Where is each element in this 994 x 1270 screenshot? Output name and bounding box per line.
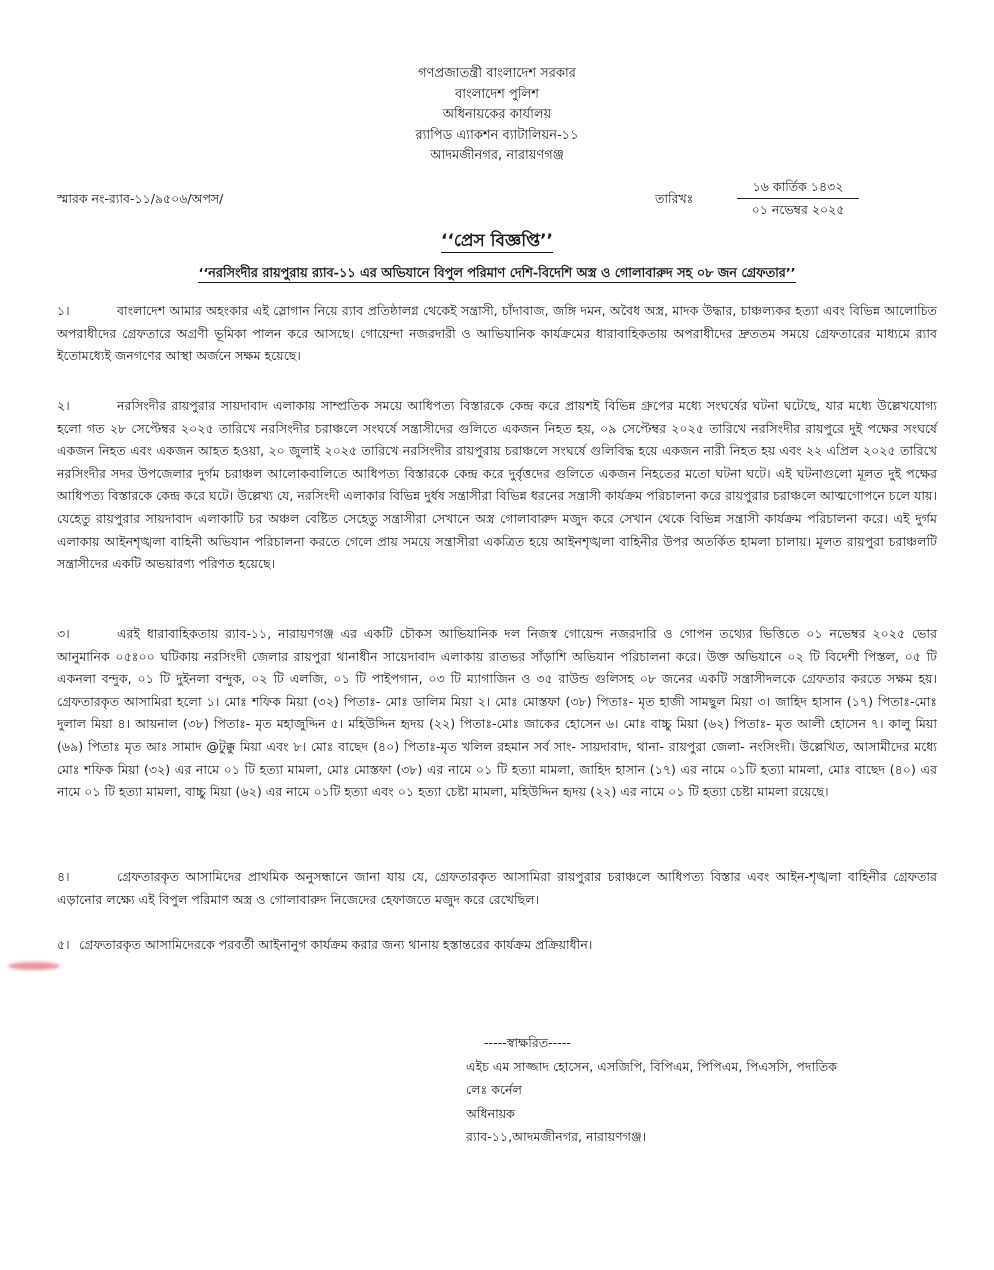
paragraph-1 (57, 300, 937, 368)
paragraph-text: নরসিংদীর রায়পুরার সায়দাবাদ এলাকায় সাম্প্রতিক সময়ে আধিপত্য বিস্তারকে কেন্দ্র করে প্রায়শই বিভিন্ন গ্রুপের মধ্যে সংঘর্ষের ঘটনা ঘটেছে, যার মধ্যে উল্লেখযোগ্য হলো গত ২৮ সেপ্টেম্বর ২০২৫ তারিখে নরসিংদীর চরাঞ্চলে সংঘর্ষে সন্ত্রাসীদের গুলিতে একজন নিহত হয়, ০৯ সেপ্টেম্বর ২০২৫ তারিখে নরসিংদীর রায়পুরে দুই পক্ষের সংঘর্ষে একজন নিহত এবং একজন আহত হওয়া, ২০ জুলাই ২০২৫ তারিখে নরসিংদীর রায়পুরায় চরাঞ্চলে সংঘর্ষে গুলিবিদ্ধ হয়ে একজন নারী নিহত হয় এবং ২২ এপ্রিল ২০২৫ তারিখে নরসিংদীর সদর উপজেলার দুর্গম চরাঞ্চল আলোকবালিতে আধিপত্য বিস্তারকে কেন্দ্র করে দুর্বৃত্তদের গুলিতে একজন নিহতের মতো ঘটনা ঘটে। এই ঘটনাগুলো মূলত দুই পক্ষের আধিপত্য বিস্তারকে কেন্দ্র করে ঘটে। উল্লেখ্য যে, নরসিংদী এলাকার বিভিন্ন দুর্ধষ সন্ত্রাসীরা বিভিন্ন ধরনের সন্ত্রাসী কার্যক্রম পরিচালনা করে রায়পুরার চরাঞ্চলে আত্মগোপনে চলে যায়। যেহেতু রায়পুরার সায়দাবাদ এলাকাটি চর অঞ্চল বেষ্টিত সেহেতু সন্ত্রাসীরা সেখানে অস্ত্র গোলাবারুদ মজুদ করে সেখান থেকে বিভিন্ন সন্ত্রাসী কার্যক্রম পরিচালনা করে। এই দুর্গম এলাকায় আইনশৃঙ্খলা বাহিনী অভিযান পরিচালনা করতে গেলে প্রায় সময়ে সন্ত্রাসীরা একত্রিত হয়ে আইনশৃঙ্খলা বাহিনীর উপর অতর্কিত হামলা চালায়। মূলত রায়পুরা চরাঞ্চলটি সন্ত্রাসীদের একটি অভয়ারণ্য পরিণত হয়েছে। (57, 398, 937, 572)
paragraph-number: ১। (57, 303, 70, 318)
date-block (737, 176, 859, 221)
press-title-text: ‘‘প্রেস বিজ্ঞপ্তি’’ (441, 231, 553, 251)
paragraph-text: বাংলাদেশ আমার অহংকার এই স্লোগান নিয়ে র‌্যাব প্রতিষ্ঠালগ্ন থেকেই সন্ত্রাসী, চাঁদাবাজ, জঙ্গি দমন, অবৈধ অস্ত্র, মাদক উদ্ধার, চাঞ্চল্যকর হত্যা এবং বিভিন্ন আলোচিত অপরাধীদের গ্রেফতারে অগ্রণী ভূমিকা পালন করে আসছে। গোয়েন্দা নজরদারী ও আভিযানিক কার্যক্রমের ধারাবাহিকতায় অপরাধীদের দ্রুততম সময়ে গ্রেফতারের মাধ্যমে র‌্যাব ইতোমধ্যেই জনগণের আস্থা অর্জনে সক্ষম হয়েছে। (57, 303, 937, 364)
paragraph-5 (57, 934, 937, 957)
headline-text: ‘‘নরসিংদীর রায়পুরায় র‌্যাব-১১ এর অভিযানে বিপুল পরিমাণ দেশি-বিদেশি অস্ত্র ও গোলাবারুদ সহ ০৮ জন গ্রেফতার’’ (198, 266, 796, 281)
letterhead-battalion: র‌্যাপিড এ্যাকশন ব্যাটালিয়ন-১১ (415, 127, 579, 143)
letterhead-government: গণপ্রজাতন্ত্রী বাংলাদেশ সরকার (418, 66, 576, 81)
paragraph-2 (57, 395, 937, 576)
paragraph-number: ৩। (57, 626, 70, 641)
date-gregorian: ০১ নভেম্বর ২০২৫ (751, 202, 845, 217)
headline (0, 264, 994, 285)
press-title (0, 228, 994, 256)
signatory-name: এইচ এম সাজ্জাদ হোসেন, এসজিপি, বিপিএম, পিপিএম, পিএসসি, পদাতিক (466, 1058, 838, 1074)
signatory-designation: অধিনায়ক (466, 1105, 515, 1121)
signatory-office: র‌্যাব-১১,আদমজীনগর, নারায়ণগঞ্জ। (466, 1129, 647, 1145)
letterhead-location: আদমজীনগর, নারায়ণগঞ্জ (430, 148, 564, 163)
paragraph-4 (57, 866, 937, 911)
date-label: তারিখঃ (655, 191, 694, 206)
letterhead-office: অধিনায়কের কার্যালয় (442, 107, 552, 122)
letterhead (0, 64, 994, 167)
letterhead-police: বাংলাদেশ পুলিশ (455, 86, 539, 102)
paragraph-number: ২। (57, 398, 70, 413)
paragraph-text: এরই ধারাবাহিকতায় র‌্যাব-১১, নারায়ণগঞ্জ এর একটি চৌকস আভিযানিক দল নিজস্ব গোয়েন্দ নজরদারি ও গোপন তথ্যের ভিত্তিতে ০১ নভেম্বর ২০২৫ ভোর আনুমানিক ০৫ঃ০০ ঘটিকায় নরসিংদী জেলার রায়পুরা থানাধীন সায়েদাবাদ এলাকায় রাতভর সাঁড়াশি অভিযান পরিচালনা করে। উক্ত অভিযানে ০২ টি বিদেশী পিস্তল, ০৫ টি একনলা বন্দুক, ০১ টি দুইনলা বন্দুক, ০২ টি এলজি, ০১ টি পাইপগান, ০৩ টি ম্যাগাজিন ও ৩৫ রাউন্ড গুলিসহ ০৮ জনের একটি সন্ত্রাসীদলকে গ্রেফতার করতে সক্ষম হয়। গ্রেফতারকৃত আসামিরা হলো ১। মোঃ শফিক মিয়া (৩২) পিতাঃ- মোঃ ডালিম মিয়া ২। মোঃ মোস্তফা (৩৮) পিতাঃ- মৃত হাজী সামছুল মিয়া ৩। জাহিদ হাসান (১৭) পিতাঃ-মোঃ দুলাল মিয়া ৪। আয়নাল (৩৮) পিতাঃ- মৃত মহাজুদ্দিন ৫। মহিউদ্দিন হৃদয় (২২) পিতাঃ-মোঃ জাকের হোসেন ৬। মোঃ বাচ্চু মিয়া (৬২) পিতাঃ- মৃত আলী হোসেন ৭। কালু মিয়া (৬৯) পিতাঃ মৃত আঃ সামাদ @টুক্কু মিয়া এবং ৮। মোঃ বাছেদ (৪০) পিতাঃ-মৃত খলিল রহমান সর্ব সাং- সায়দাবাদ, থানা- রায়পুরা জেলা- নংসিংদী। উল্লেখিত, আসামীদের মধ্যে মোঃ শফিক মিয়া (৩২) এর নামে ০১ টি হত্যা মামলা, মোঃ মোস্তফা (৩৮) এর নামে ০১ টি হত্যা মামলা, জাহিদ হাসান (১৭) এর নামে ০১টি হত্যা মামলা, মোঃ বাছেদ (৪০) এর নামে ০১ টি হত্যা মামলা, বাচ্চু মিয়া (৬২) এর নামে ০১টি হত্যা এবং ০১ হত্যা চেষ্টা মামলা, মহিউদ্দিন হৃদয় (২২) এর নামে ০১ টি হত্যা চেষ্টা মামলা রয়েছে। (57, 626, 937, 800)
paragraph-number: ৪। (57, 869, 70, 884)
date-bangla: ১৬ কার্তিক ১৪৩২ (737, 176, 859, 199)
signatory-rank: লেঃ কর্নেল (466, 1082, 522, 1098)
paragraph-number: ৫। (57, 937, 70, 952)
paragraph-text: গ্রেফতারকৃত আসামিদেরকে পরবর্তী আইনানুগ কার্যক্রম করার জন্য থানায় হস্তান্তরের কার্যক্রম প্রক্রিয়াধীন। (79, 937, 593, 952)
signature-block (466, 1031, 837, 1149)
ink-smudge-mark (8, 962, 60, 970)
signed-label: -----স্বাক্ষরিত----- (484, 1035, 571, 1050)
memo-number: স্মারক নং-র‌্যাব-১১/৯৫০৬/অপস/ (57, 191, 224, 206)
paragraph-3 (57, 623, 937, 804)
paragraph-text: গ্রেফতারকৃত আসামিদের প্রাথমিক অনুসন্ধানে জানা যায় যে, গ্রেফতারকৃত আসামিরা রায়পুরার চরাঞ্চলে আধিপত্য বিস্তার এবং আইন-শৃঙ্খলা বাহিনীর গ্রেফতার এড়ানোর লক্ষ্যে এই বিপুল পরিমাণ অস্ত্র ও গোলাবারুদ নিজেদের হেফাজতে মজুদ করে রেখেছিল। (57, 869, 937, 907)
